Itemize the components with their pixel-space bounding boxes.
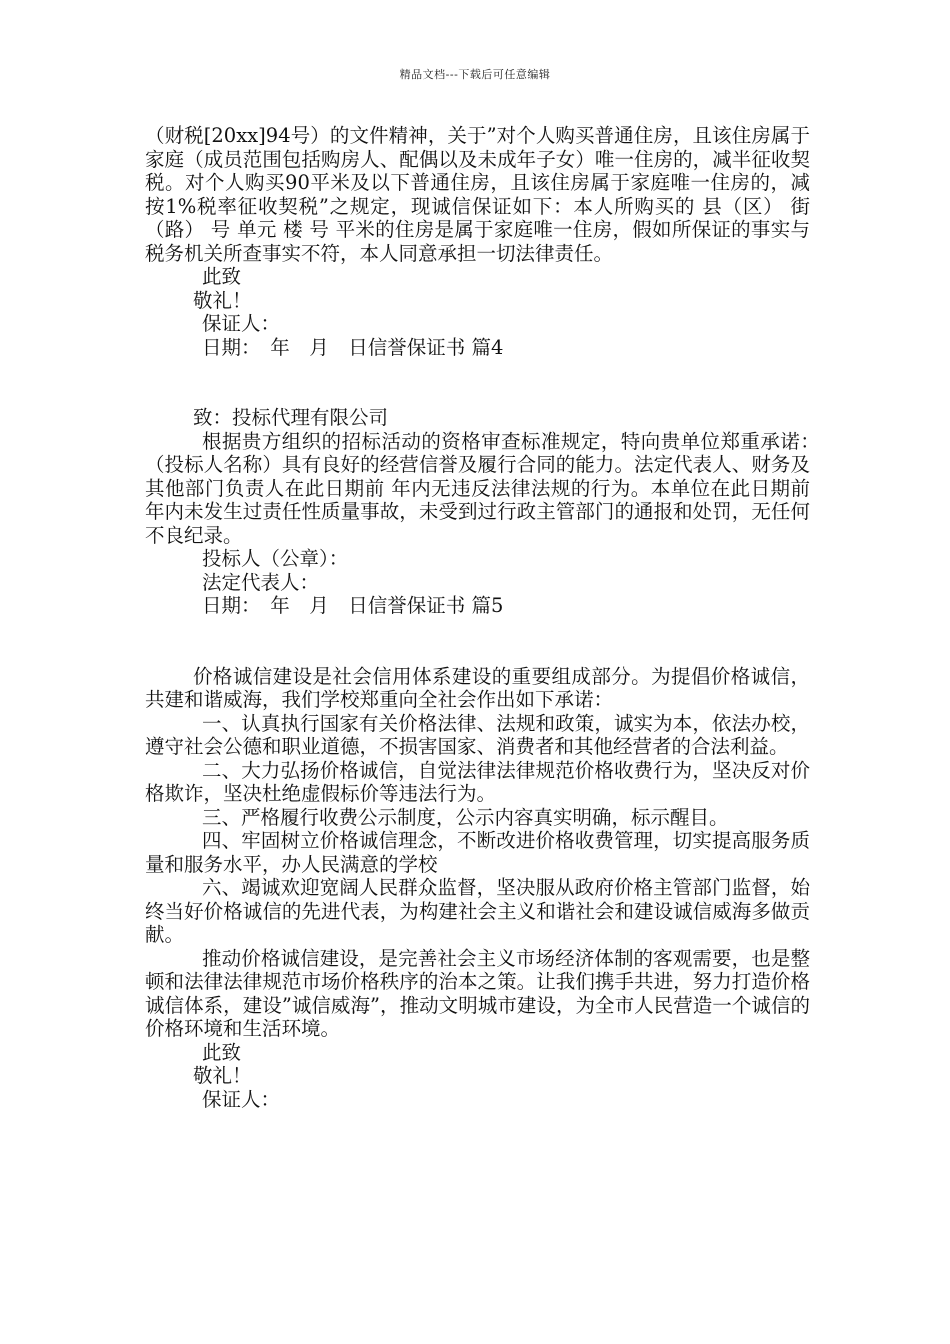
section-c-item: 二、大力弘扬价格诚信，自觉法律法律规范价格收费行为，坚决反对价格欺诈，坚决杜绝虚假标价等违法行为。: [145, 758, 810, 805]
section-b-legal-rep: 法定代表人：: [202, 570, 320, 594]
document-body: [145, 124, 830, 1111]
section-b-bidder: 投标人（公章）：: [202, 547, 349, 570]
section-b-body: 根据贵方组织的招标活动的资格审查标准规定，特向贵单位郑重承诺： （投标人名称）具有良好的经营信誉及履行合同的能力。法定代表人、财务及其他部门负责人在此日期前 年内无违反法律法规的行为。本单位在此日期前 年内未发生过责任性质量事故，未受到过行政主管部门的通报和处罚，无任何不良纪录。: [145, 429, 830, 547]
section-c-guarantor: 保证人：: [202, 1087, 281, 1111]
section-gap: [145, 359, 810, 406]
section-b-recipient: 致：投标代理有限公司: [193, 406, 389, 429]
section-a-guarantor: 保证人：: [202, 312, 281, 335]
section-gap: [145, 618, 810, 665]
section-a-closing-2: 敬礼！: [193, 288, 252, 312]
section-c-item: 六、竭诚欢迎宽阔人民群众监督，坚决服从政府价格主管部门监督，始终当好价格诚信的先进代表，为构建社会主义和谐社会和建设诚信威海多做贡献。: [145, 876, 810, 946]
section-c-conclusion: 推动价格诚信建设，是完善社会主义市场经济体制的客观需要，也是整顿和法律法律规范市场价格秩序的治本之策。让我们携手共进，努力打造价格诚信体系，建设”诚信威海”，推动文明城市建设，为全市人民营造一个诚信的价格环境和生活环境。: [145, 946, 810, 1040]
section-c-closing-1: 此致: [202, 1040, 242, 1064]
section-c-item: 一、认真执行国家有关价格法律、法规和政策，诚实为本，依法办校，遵守社会公德和职业道德，不损害国家、消费者和其他经营者的合法利益。: [145, 711, 810, 758]
section-c-item: 三、严格履行收费公示制度，公示内容真实明确，标示醒目。: [202, 805, 729, 829]
section-b-date: 日期： 年 月 日信誉保证书 篇5: [202, 594, 504, 617]
section-c-closing-2: 敬礼！: [193, 1064, 252, 1087]
section-a-date: 日期： 年 月 日信誉保证书 篇4: [202, 335, 504, 359]
section-c-item: 四、牢固树立价格诚信理念，不断改进价格收费管理，切实提高服务质量和服务水平，办人民满意的学校: [145, 829, 810, 876]
section-a-closing-1: 此致: [202, 265, 242, 288]
page-header: 精品文档---下载后可任意编辑: [399, 68, 551, 81]
section-a-body: （财税[20xx]94号）的文件精神，关于”对个人购买普通住房，且该住房属于家庭（成员范围包括购房人、配偶以及未成年子女）唯一住房的，减半征收契税。对个人购买90平米及以下普通住房，且该住房属于家庭唯一住房的，减按1%税率征收契税”之规定，现诚信保证如下：本人所购买的 县（区） 街（路） 号 单元 楼 号 平米的住房是属于家庭唯一住房，假如所保证的事实与税务机关所查事实不符，本人同意承担一切法律责任。: [145, 124, 810, 265]
section-c-intro: 价格诚信建设是社会信用体系建设的重要组成部分。为提倡价格诚信，共建和谐威海，我们学校郑重向全社会作出如下承诺：: [145, 664, 810, 711]
